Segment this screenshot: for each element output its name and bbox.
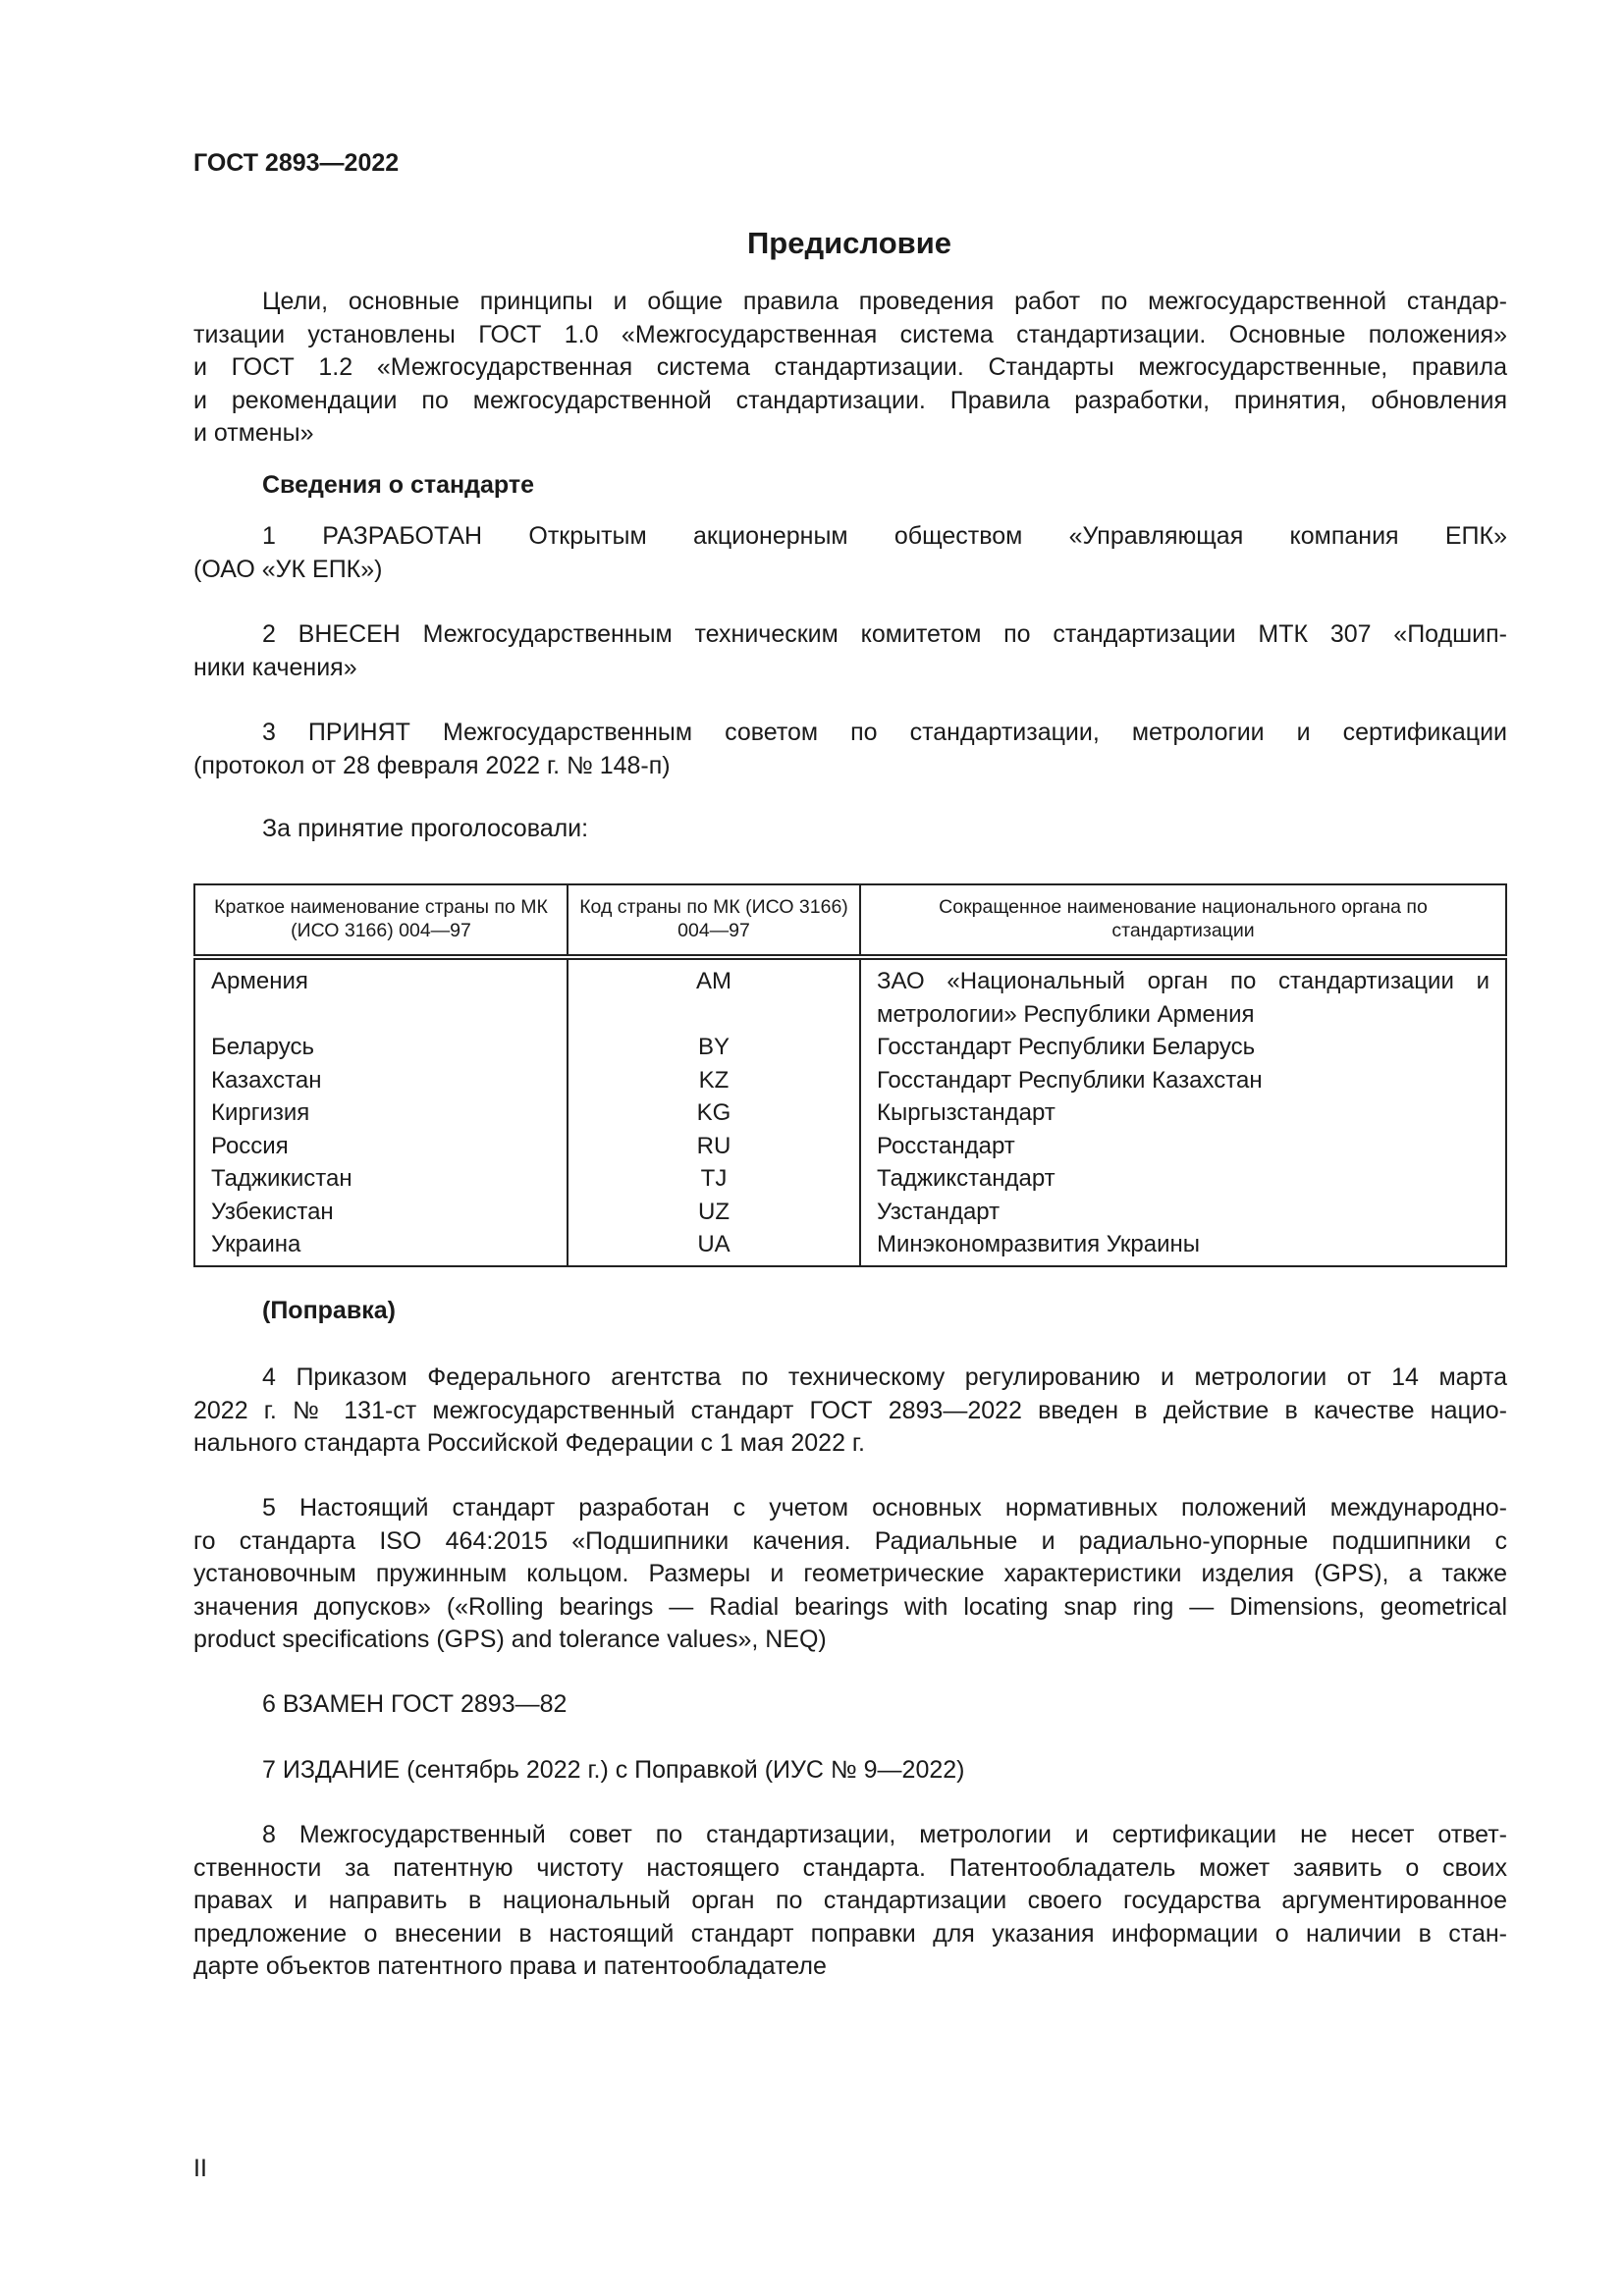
text-line: нального стандарта Российской Федерации с 1 мая 2022 г. — [193, 1429, 865, 1457]
cell-org: Росстандарт — [860, 1130, 1506, 1163]
table-row — [194, 1228, 1506, 1266]
text-line: значения допусков» («Rolling bearings — Radial bearings with locating snap ring — Dimensions, geometrical — [193, 1592, 1507, 1621]
cell-org: Минэкономразвития Украины — [860, 1228, 1506, 1266]
cell-country: Украина — [194, 1228, 568, 1266]
cell-code: UZ — [568, 1196, 860, 1229]
cell-country: Казахстан — [194, 1064, 568, 1097]
item-6-paragraph — [193, 1688, 1507, 1722]
cell-country: Россия — [194, 1130, 568, 1163]
text-line: правах и направить в национальный орган по стандартизации своего государства аргументированное — [193, 1887, 1507, 1914]
column-header-code: Код страны по МК (ИСО 3166) 004—97 — [568, 884, 860, 957]
cell-code: AM — [568, 957, 860, 1031]
countries-table — [193, 883, 1507, 1267]
cell-code: KG — [568, 1096, 860, 1130]
column-header-country: Краткое наименование страны по МК (ИСО 3166) 004—97 — [194, 884, 568, 957]
text-line: ники качения» — [193, 653, 357, 681]
text-line: 3 ПРИНЯТ Межгосударственным советом по стандартизации, метрологии и сертификации — [262, 719, 1507, 746]
text-line: 2022 г. № 131-ст межгосударственный стандарт ГОСТ 2893—2022 введен в действие в качестве нацио- — [193, 1396, 1507, 1424]
table-row — [194, 1196, 1506, 1229]
text-line: предложение о внесении в настоящий стандарт поправки для указания информации о наличии в стан- — [193, 1919, 1507, 1948]
cell-country: Узбекистан — [194, 1196, 568, 1229]
page-number: II — [193, 2155, 207, 2182]
column-header-organ: Сокращенное наименование национального органа по стандартизации — [860, 884, 1506, 957]
table-row — [194, 957, 1506, 1031]
text-line: и рекомендации по межгосударственной стандартизации. Правила разработки, принятия, обновления — [193, 386, 1507, 414]
cell-country: Беларусь — [194, 1031, 568, 1064]
cell-org: Кыргызстандарт — [860, 1096, 1506, 1130]
amendment-heading: (Поправка) — [262, 1297, 396, 1324]
cell-org: Узстандарт — [860, 1196, 1506, 1229]
text-line: 5 Настоящий стандарт разработан с учетом основных нормативных положений международно- — [262, 1494, 1507, 1522]
text-line: 1 РАЗРАБОТАН Открытым акционерным обществом «Управляющая компания ЕПК» — [262, 522, 1507, 550]
text-line: 6 ВЗАМЕН ГОСТ 2893—82 — [262, 1690, 568, 1718]
cell-org: Госстандарт Республики Беларусь — [860, 1031, 1506, 1064]
voted-label: За принятие проголосовали: — [262, 815, 589, 842]
item-3-paragraph — [193, 717, 1507, 782]
intro-paragraph — [193, 286, 1507, 451]
table-row — [194, 1064, 1506, 1097]
cell-code: RU — [568, 1130, 860, 1163]
text-line: тизации установлены ГОСТ 1.0 «Межгосударственная система стандартизации. Основные положения» — [193, 320, 1507, 348]
table-row — [194, 1096, 1506, 1130]
text-line: 7 ИЗДАНИЕ (сентябрь 2022 г.) с Поправкой (ИУС № 9—2022) — [262, 1756, 965, 1784]
item-1-paragraph — [193, 520, 1507, 586]
text-line: дарте объектов патентного права и патентообладателе — [193, 1952, 827, 1980]
table-row — [194, 1031, 1506, 1064]
text-line: и ГОСТ 1.2 «Межгосударственная система стандартизации. Стандарты межгосударственные, правила — [193, 353, 1507, 381]
table-row — [194, 1130, 1506, 1163]
text-line: (протокол от 28 февраля 2022 г. № 148-п) — [193, 751, 671, 779]
item-7-paragraph — [193, 1754, 1507, 1788]
text-line: 2 ВНЕСЕН Межгосударственным техническим комитетом по стандартизации МТК 307 «Подшип- — [262, 620, 1507, 648]
cell-country: Армения — [194, 957, 568, 1031]
info-heading: Сведения о стандарте — [262, 471, 535, 499]
cell-country: Киргизия — [194, 1096, 568, 1130]
cell-code: BY — [568, 1031, 860, 1064]
cell-country: Таджикистан — [194, 1162, 568, 1196]
cell-org: ЗАО «Национальный орган по стандартизации и метрологии» Республики Армения — [860, 957, 1506, 1031]
text-line: ственности за патентную чистоту настоящего стандарта. Патентообладатель может заявить о своих — [193, 1853, 1507, 1882]
text-line: Цели, основные принципы и общие правила проведения работ по межгосударственной стандар- — [262, 288, 1507, 315]
page-title: Предисловие — [746, 226, 951, 260]
text-line: установочным пружинным кольцом. Размеры и геометрические характеристики изделия (GPS), а также — [193, 1560, 1507, 1587]
text-line: product specifications (GPS) and tolerance values», NEQ) — [193, 1626, 827, 1653]
item-5-paragraph — [193, 1492, 1507, 1657]
text-line: 8 Межгосударственный совет по стандартизации, метрологии и сертификации не несет ответ- — [262, 1821, 1507, 1848]
cell-org: Госстандарт Республики Казахстан — [860, 1064, 1506, 1097]
item-2-paragraph — [193, 618, 1507, 684]
text-line: и отмены» — [193, 419, 314, 447]
cell-code: TJ — [568, 1162, 860, 1196]
cell-code: KZ — [568, 1064, 860, 1097]
text-line: 4 Приказом Федерального агентства по техническому регулированию и метрологии от 14 марта — [262, 1363, 1507, 1391]
item-4-paragraph — [193, 1362, 1507, 1461]
cell-org: Таджикстандарт — [860, 1162, 1506, 1196]
text-line: го стандарта ISO 464:2015 «Подшипники качения. Радиальные и радиально-упорные подшипники с — [193, 1526, 1507, 1555]
item-8-paragraph — [193, 1819, 1507, 1984]
table-row — [194, 1162, 1506, 1196]
cell-code: UA — [568, 1228, 860, 1266]
text-line: (ОАО «УК ЕПК») — [193, 555, 383, 583]
document-header: ГОСТ 2893—2022 — [193, 149, 400, 177]
